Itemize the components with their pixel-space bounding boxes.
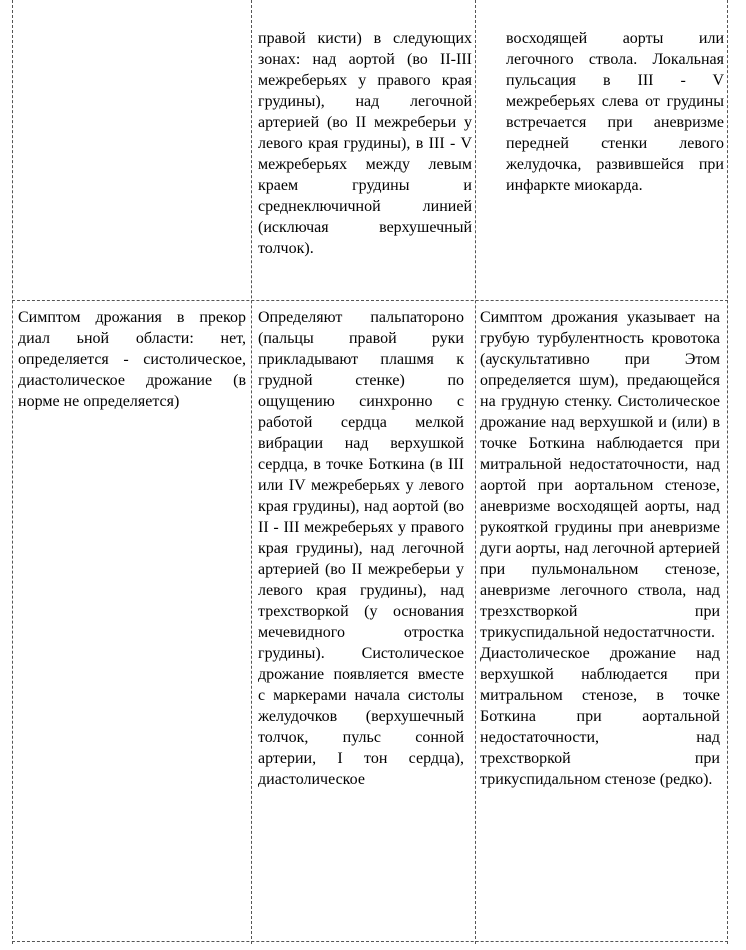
row2-col1-cell [18, 307, 246, 412]
table-border-bottom [12, 941, 728, 942]
table-border-left [12, 0, 13, 944]
table-border-right [727, 0, 728, 944]
row1-col2-cell [258, 28, 472, 259]
row2-col3-text-1: Симптом дрожания указывает на грубую турбулентность кровотока (аускультативно при Этом определяется шум), предающейся на грудную стенку. Систолическое дрожание над верхушкой и (или) в точке Боткина наблюдается при митральной недостаточности, над аортой при аортальном стенозе, аневризме восходящей аорты, над рукояткой грудины при аневризме дуги аорты, над легочной артерией при пульмональном стенозе, аневризме легочного ствола, над трезхстворкой при трикуспидальной недостатчности. [480, 309, 720, 641]
row2-col3-cell [480, 307, 720, 790]
column-divider-2 [475, 0, 476, 944]
row2-col2-text: Определяют пальпатороно (пальцы правой руки прикладывают плашмя к грудной стенке) по ощущению синхронно с работой сердца мелкой вибрации над верхушкой сердца, в точке Боткина (в III или IV межреберьях у левого края грудины), над аортой (во II - III межреберьях у правого края грудины), над легочной артерией (во II межреберьи у левого края грудины), над трехстворкой (у основания мечевидного отростка грудины). Систолическое дрожание появляется вместе с маркерами начала систолы желудочков (верхушечный толчок, пульс сонной артерии, I тон сердца), диастолическое [258, 309, 464, 788]
column-divider-1 [251, 0, 252, 944]
row1-col2-text: правой кисти) в следующих зонах: над аортой (во II-III межреберьях у правого края грудины), над легочной артерией (во II межреберьи у левого края грудины), в III - V межреберьях между левым краем грудины и среднеключичной линией (исключая верхушечный толчок). [258, 30, 472, 257]
row2-col2-cell [258, 307, 464, 790]
row2-col1-text: Симптом дрожания в прекор диал ьной области: нет, определяется - систолическое, диастолическое дрожание (в норме не определяется) [18, 309, 246, 410]
row1-col3-cell [506, 28, 724, 196]
row-divider [12, 300, 728, 301]
row1-col3-text: восходящей аорты или легочного ствола. Локальная пульсация в III - V межреберьях слева от грудины встречается при аневризме передней стенки левого желудочка, развившейся при инфаркте миокарда. [506, 30, 724, 194]
row2-col3-text-2: Диастолическое дрожание над верхушкой наблюдается при митральном стенозе, в точке Боткина при аортальной недостаточности, над трехстворкой при трикуспидальном стенозе (редко). [480, 645, 720, 788]
